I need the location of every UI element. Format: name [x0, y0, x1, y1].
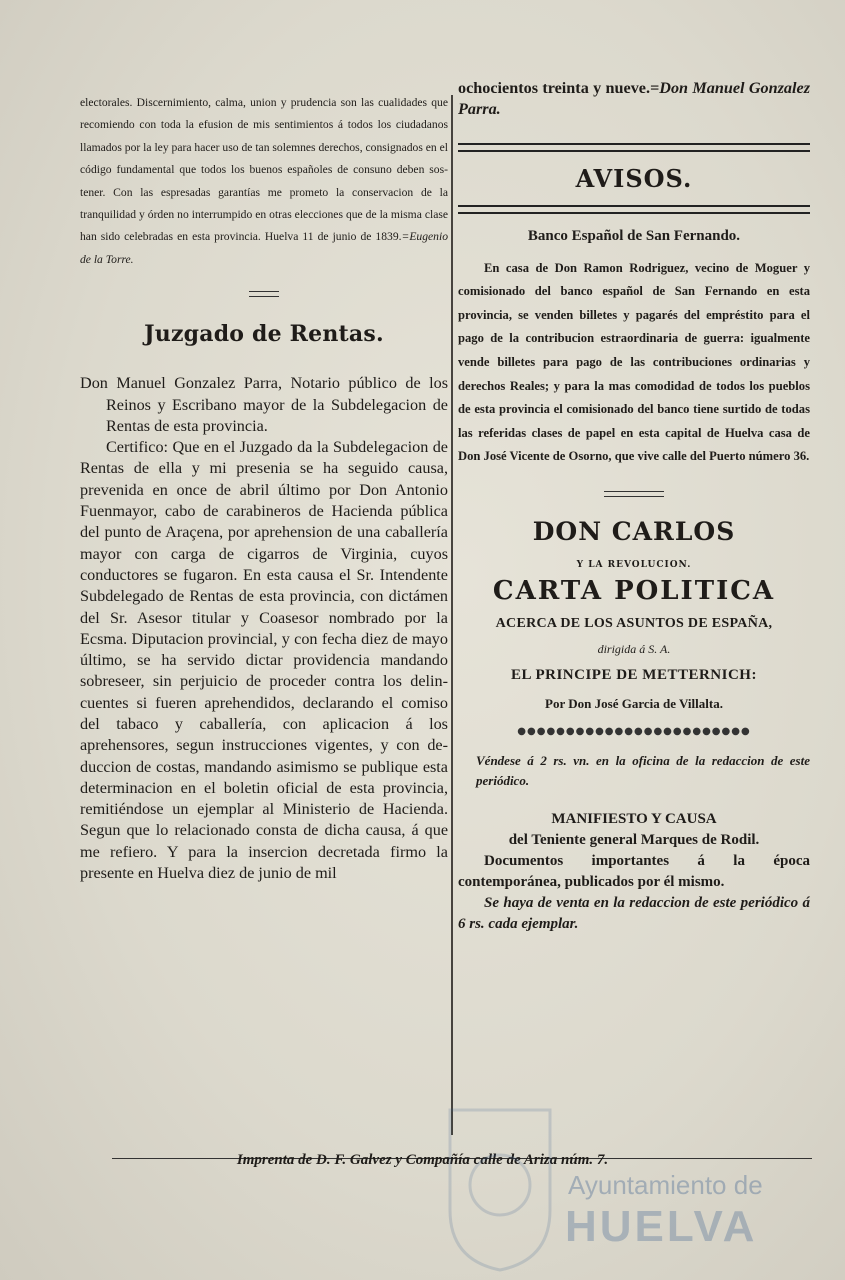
electoral-paragraph — [80, 92, 448, 271]
don-carlos-title: DON CARLOS — [532, 516, 736, 546]
watermark-line-2: HUELVA — [565, 1202, 758, 1251]
revolucion-subtitle: Y LA REVOLUCION. — [576, 559, 692, 570]
banco-title: Banco Español de San Fernando. — [527, 227, 741, 244]
electoral-text: electorales. Discernimiento, calma, union y prudencia son las cualidades que recomiendo con toda la efusion de mis sentimientos á todos los ciudadanos llamados por la ley para hacer uso de tan solemnes derechos, consignados en el código fundamental que todos los buenos españoles de consuno deben sostener. Con las espresadas garantías me prometo la conservacion de la tranquilidad y órden no interrumpido en otras elecciones que de la misma clase han sido celebradas en esta provincia. Huelva 11 de junio de 1839. — [80, 96, 448, 244]
author-line: Por Don José Garcia de Villalta. — [545, 695, 723, 711]
right-column — [458, 78, 810, 935]
carta-politica-title: CARTA POLITICA — [492, 575, 776, 606]
notary-heading: Don Manuel Gonzalez Parra, Notario público de los Reinos y Escribano mayor de la Subdelegacion de Rentas de esta provincia. — [80, 374, 448, 435]
continuation-text — [458, 78, 810, 121]
separator — [604, 491, 664, 497]
continuation-signature: =Don Manuel Gonzalez Parra. — [458, 79, 810, 119]
manifiesto-body: Documentos importantes á la época contemporánea, publicados por él mismo. — [458, 852, 810, 890]
double-rule-bottom — [458, 205, 810, 214]
banco-body: En casa de Don Ramon Rodriguez, vecino de Moguer y comisionado del banco español de San Fernando en esta provincia, se venden billetes y pagarés del empréstito para el pago de la contribucion estraordinaria de guerra: igualmente vende billetes para pago de las contribuciones ordinarias y derechos Reales; y para la mas comodidad de todos los pueblos de esta provincia el comisionado del banco tiene surtido de todas las referidas clases de papel en esta capital de Huelva casa de Don José Vicente de Osorno, que vive calle del Puerto número 36. — [458, 260, 810, 464]
intro-signature: =Eugenio de la Torre. — [80, 230, 448, 266]
column-divider — [451, 95, 453, 1135]
dotted-ornament: ●●●●●●●●●●●●●●●●●●●●●●●● — [517, 725, 751, 737]
manifiesto-venta: Se haya de venta en la redaccion de este periódico á 6 rs. cada ejemplar. — [458, 894, 810, 932]
section-title: Juzgado de Rentas. — [144, 321, 384, 348]
vendese-notice: Véndese á 2 rs. vn. en la oficina de la redaccion de este periódico. — [476, 752, 810, 788]
left-column — [80, 78, 448, 884]
double-rule-top — [458, 143, 810, 152]
watermark-line-1: Ayuntamiento de — [568, 1170, 763, 1200]
avisos-title: AVISOS. — [575, 163, 693, 193]
manifiesto-subtitle: del Teniente general Marques de Rodil. — [508, 831, 760, 848]
principe-line: EL PRINCIPE DE METTERNICH: — [511, 666, 757, 683]
dirigida-line: dirigida á S. A. — [597, 641, 671, 656]
imprint-footer: Imprenta de D. F. Galvez y Compañía calle de Ariza núm. 7. — [236, 1152, 609, 1168]
certificate-body: Certifico: Que en el Juzgado da la Subdelegacion de Rentas de ella y mi presenia se ha seguido causa, prevenida en once de abril último por Don Antonio Fuenmayor, cabo de carabineros de Hacienda pública del punto de Araçena, por aprehension de una caballería mayor con carga de cigarros de Virginia, cuyos conductores se fugaron. En esta causa el Sr. Intendente Subdelegado de Rentas de esta provincia, con dictámen del Sr. Asesor titular y Coasesor nombrado por la Ecsma. Diputacion provincial, y con fecha diez de mayo último, se ha servido dictar providencia mandando sobreseer, sin perjuicio de proceder contra los delincuentes si fueren aprehendidos, declarando el comiso del tabaco y caballería, con aplicacion á los aprehensores, segun instrucciones vigentes, y con deduccion de costas, mandando asimismo se publique esta determinacion en el boletin oficial de esta provincia, remitiéndose un ejemplar al Ministerio de Hacienda. Segun que lo relacionado consta de dicha causa, á que me refiero. Y para la insercion decretada firmo la presente en Huelva diez de junio de mil — [80, 438, 448, 883]
continuation-line: ochocientos treinta y nueve. — [458, 79, 651, 97]
separator — [249, 291, 279, 297]
acerca-line: ACERCA DE LOS ASUNTOS DE ESPAÑA, — [495, 615, 773, 631]
manifiesto-title: MANIFIESTO Y CAUSA — [551, 810, 717, 827]
